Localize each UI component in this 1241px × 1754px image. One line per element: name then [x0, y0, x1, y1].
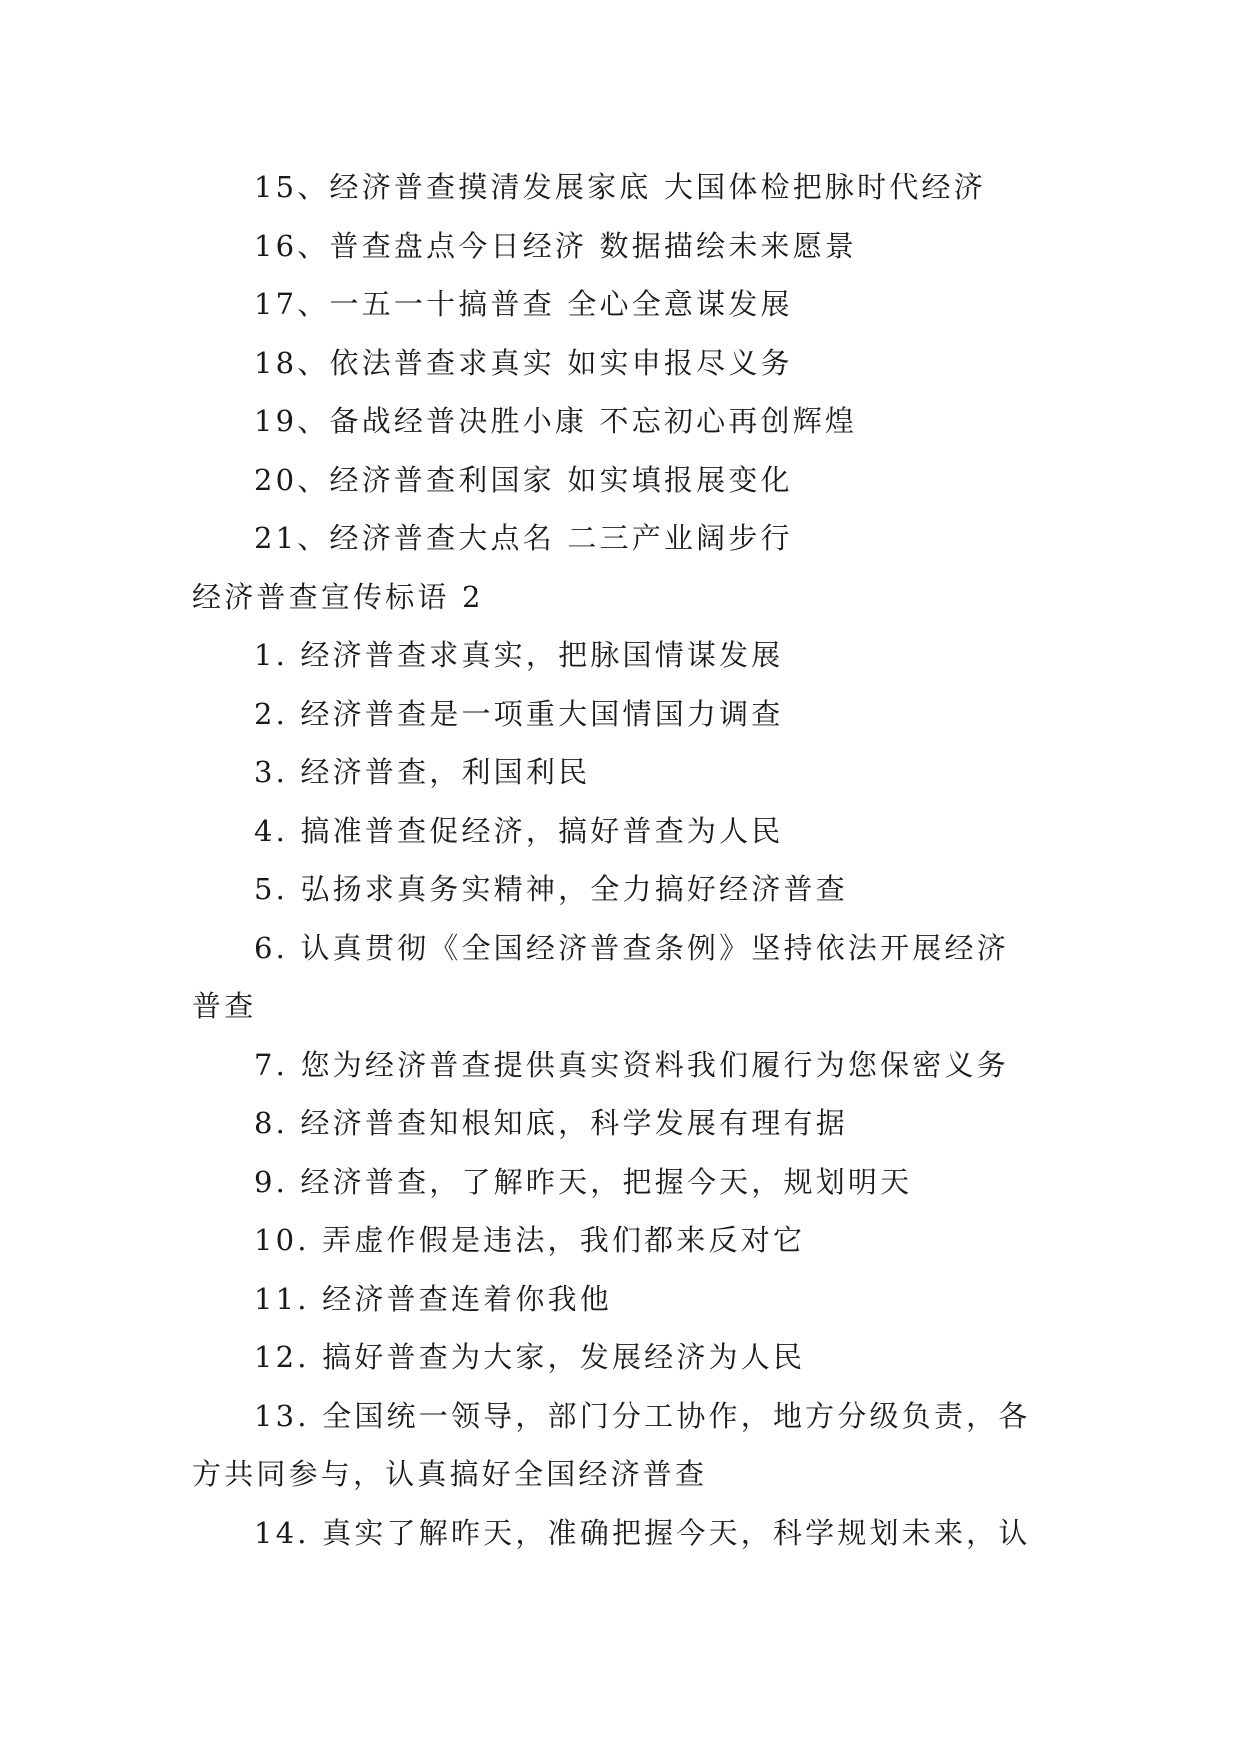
slogan-line-15: 15、经济普查摸清发展家底 大国体检把脉时代经济: [254, 170, 986, 204]
slogan-line-6-continued: 普查: [192, 989, 257, 1023]
slogan-line-5: 5. 弘扬求真务实精神，全力搞好经济普查: [254, 872, 848, 906]
slogan-line-18: 18、依法普查求真实 如实申报尽义务: [254, 345, 793, 380]
slogan-line-2: 2. 经济普查是一项重大国情国力调查: [254, 696, 784, 731]
slogan-line-17: 17、一五一十搞普查 全心全意谋发展: [254, 287, 793, 321]
slogan-line-12: 12. 搞好普查为大家，发展经济为人民: [254, 1340, 806, 1374]
slogan-line-6: 6. 认真贯彻《全国经济普查条例》坚持依法开展经济: [254, 930, 1009, 965]
slogan-line-20: 20、经济普查利国家 如实填报展变化: [254, 462, 793, 497]
slogan-line-8: 8. 经济普查知根知底，科学发展有理有据: [254, 1106, 848, 1140]
slogan-line-3: 3. 经济普查，利国利民: [254, 755, 591, 789]
slogan-line-13: 13. 全国统一领导，部门分工协作，地方分级负责，各: [254, 1398, 1031, 1433]
slogan-line-4: 4. 搞准普查促经济，搞好普查为人民: [254, 813, 784, 848]
slogan-line-14: 14. 真实了解昨天，准确把握今天，科学规划未来，认: [254, 1515, 1031, 1550]
slogan-line-10: 10. 弄虚作假是违法，我们都来反对它: [254, 1223, 806, 1257]
slogan-line-7: 7. 您为经济普查提供真实资料我们履行为您保密义务: [254, 1047, 1009, 1082]
document-body: [192, 158, 1052, 1562]
slogan-line-21: 21、经济普查大点名 二三产业阔步行: [254, 521, 793, 555]
slogan-line-13-continued: 方共同参与，认真搞好全国经济普查: [192, 1457, 708, 1491]
slogan-line-1: 1. 经济普查求真实，把脉国情谋发展: [254, 638, 784, 672]
slogan-line-19: 19、备战经普决胜小康 不忘初心再创辉煌: [254, 404, 858, 438]
slogan-line-16: 16、普查盘点今日经济 数据描绘未来愿景: [254, 228, 858, 263]
slogan-line-11: 11. 经济普查连着你我他: [254, 1281, 612, 1316]
section-heading: 经济普查宣传标语 2: [192, 579, 484, 614]
slogan-line-9: 9. 经济普查，了解昨天，把握今天，规划明天: [254, 1164, 913, 1199]
